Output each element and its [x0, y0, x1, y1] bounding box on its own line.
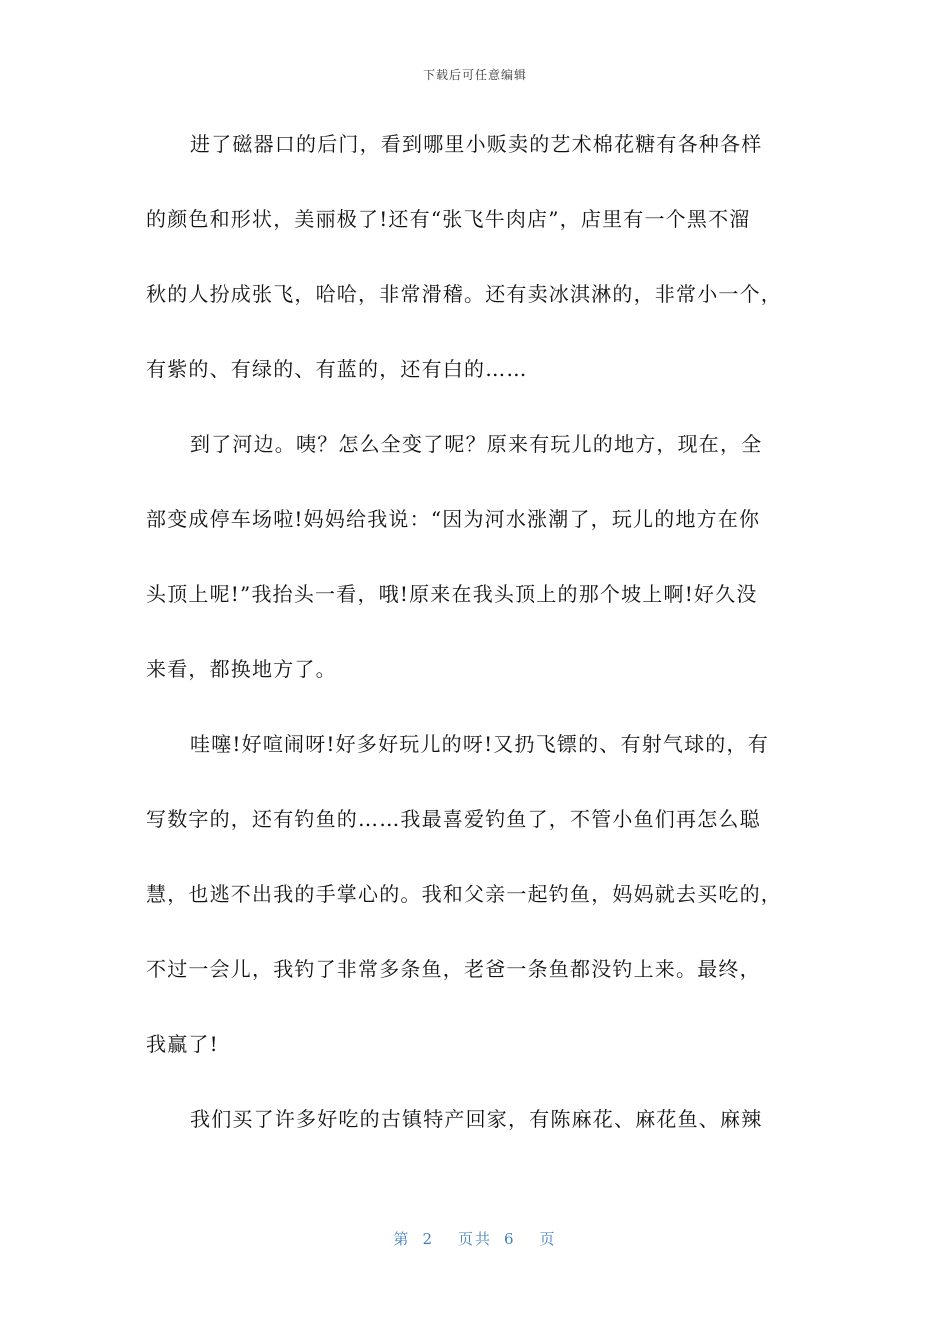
text-line: 的颜色和形状，美丽极了!还有“张飞牛肉店”，店里有一个黑不溜: [146, 207, 751, 231]
text-line: 来看，都换地方了。: [146, 657, 337, 681]
page-number: 2: [422, 1230, 434, 1248]
page-total: 6: [504, 1230, 516, 1248]
text-line: 写数字的，还有钓鱼的……我最喜爱钓鱼了，不管小鱼们再怎么聪: [146, 807, 761, 831]
text-line: 秋的人扮成张飞，哈哈，非常滑稽。还有卖冰淇淋的，非常小一个，: [146, 282, 782, 306]
page-prefix: 第: [393, 1230, 411, 1248]
text-line: 有紫的、有绿的、有蓝的，还有白的……: [146, 357, 528, 381]
text-line: 部变成停车场啦!妈妈给我说：“因为河水涨潮了，玩儿的地方在你: [146, 507, 761, 531]
page-header: 下载后可任意编辑: [422, 68, 527, 82]
text-line: 我赢了!: [146, 1032, 219, 1056]
page-footer: [0, 1228, 950, 1249]
text-line: 进了磁器口的后门，看到哪里小贩卖的艺术棉花糖有各种各样: [190, 132, 763, 156]
page-suffix: 页: [539, 1230, 557, 1248]
text-line: 到了河边。咦？怎么全变了呢？原来有玩儿的地方，现在，全: [190, 432, 763, 456]
text-line: 我们买了许多好吃的古镇特产回家，有陈麻花、麻花鱼、麻辣: [190, 1107, 763, 1131]
text-line: 哇噻!好喧闹呀!好多好玩儿的呀!又扔飞镖的、有射气球的，有: [190, 732, 769, 756]
document-body: [146, 124, 806, 1174]
text-line: 慧，也逃不出我的手掌心的。我和父亲一起钓鱼，妈妈就去买吃的，: [146, 882, 782, 906]
text-line: 头顶上呢!”我抬头一看，哦!原来在我头顶上的那个坡上啊!好久没: [146, 582, 758, 606]
text-line: 不过一会儿，我钓了非常多条鱼，老爸一条鱼都没钓上来。最终，: [146, 957, 761, 981]
page-middle: 页共: [457, 1230, 492, 1248]
